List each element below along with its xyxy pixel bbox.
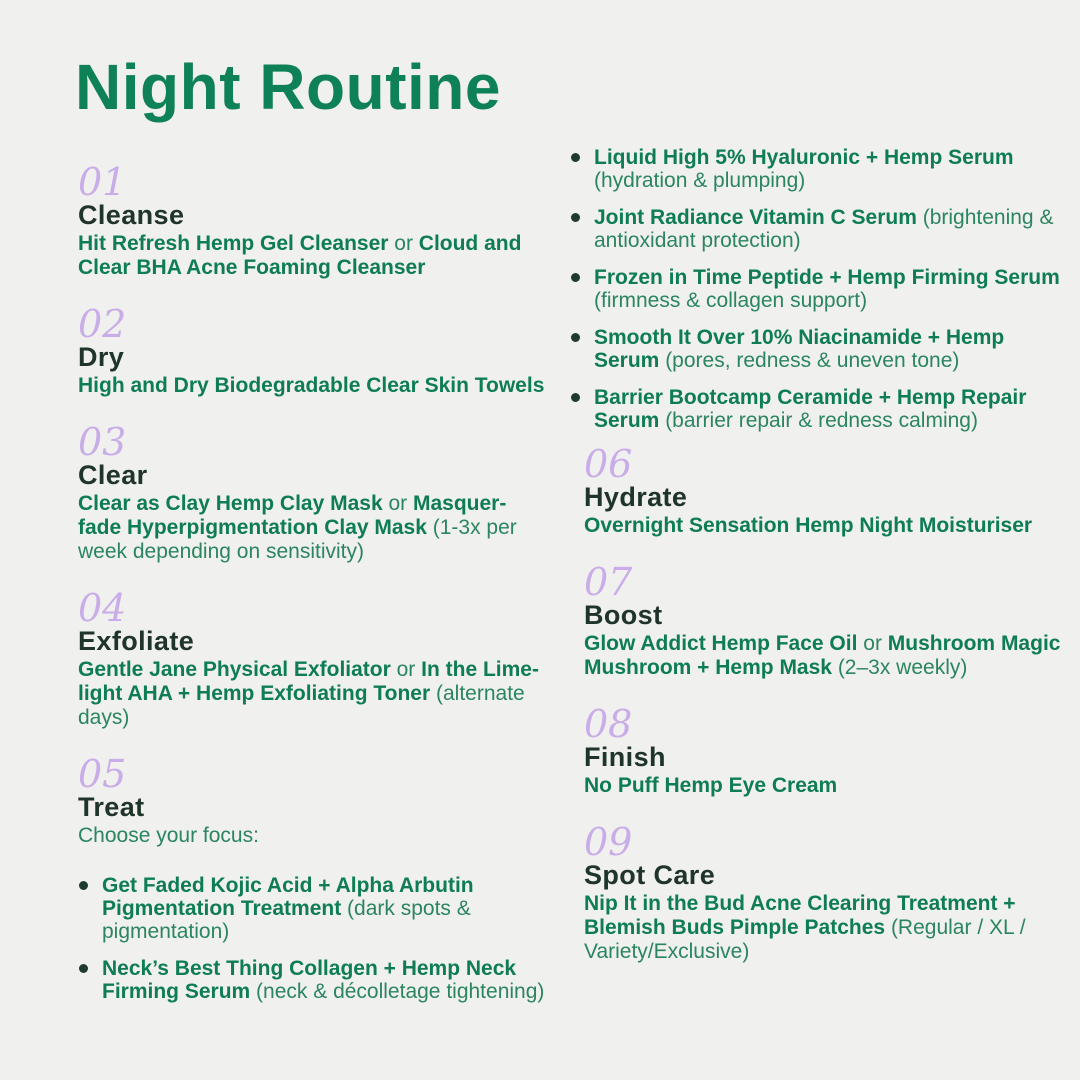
note-text: (barrier repair & redness calming) <box>659 409 978 432</box>
step-body <box>78 492 548 564</box>
bullet-dot-icon <box>79 881 88 890</box>
note-text: (firmness & collagen support) <box>594 289 868 312</box>
product-name: High and Dry Biodegradable Clear Skin Towels <box>78 374 545 397</box>
bullet-dot-icon <box>571 393 580 402</box>
product-name: Masquer-fade Hyperpigmentation Clay Mask <box>78 492 507 539</box>
note-text: or <box>382 492 413 515</box>
page-title: Night Routine <box>75 51 501 123</box>
product-name: Cloud and Clear BHA Acne Foaming Cleanser <box>78 232 522 279</box>
step-number: 02 <box>78 302 127 346</box>
bullet-item <box>570 206 1062 252</box>
product-bullet-list <box>78 874 548 1003</box>
step-body <box>584 892 1062 964</box>
product-name: Glow Addict Hemp Face Oil <box>584 632 858 655</box>
bullet-dot-icon <box>571 213 580 222</box>
note-text: (alternate days) <box>78 682 525 729</box>
bullet-item <box>570 266 1062 312</box>
step-body <box>78 232 548 280</box>
step-name: Exfoliate <box>78 626 195 656</box>
step-boost <box>584 560 1062 680</box>
product-name: Get Faded Kojic Acid + Alpha Arbutin Pigmentation Treatment <box>102 874 474 920</box>
note-text: (neck & décolletage tightening) <box>250 980 545 1003</box>
bullet-dot-icon <box>571 333 580 342</box>
product-name: Barrier Bootcamp Ceramide + Hemp Repair Serum <box>594 386 1027 432</box>
product-name: Clear as Clay Hemp Clay Mask <box>78 492 383 515</box>
note-text: (hydration & plumping) <box>594 169 806 192</box>
bullet-item <box>570 326 1062 372</box>
step-name: Treat <box>78 792 145 822</box>
note-text: (brightening & antioxidant protection) <box>594 206 1054 252</box>
step-cleanse <box>78 160 548 280</box>
step-body <box>584 514 1062 538</box>
product-name: Liquid High 5% Hyaluronic + Hemp Serum <box>594 146 1014 169</box>
step-name: Hydrate <box>584 482 688 512</box>
step-number: 03 <box>78 420 127 464</box>
note-text: Choose your focus: <box>78 824 259 847</box>
step-clear <box>78 420 548 564</box>
product-name: Mushroom Magic Mushroom + Hemp Mask <box>584 632 1061 679</box>
product-name: Gentle Jane Physical Exfoliator <box>78 658 391 681</box>
step-number: 05 <box>78 752 127 796</box>
note-text: or <box>390 658 422 681</box>
bullet-dot-icon <box>571 153 580 162</box>
step-number: 07 <box>584 560 633 604</box>
product-name: Frozen in Time Peptide + Hemp Firming Serum <box>594 266 1060 289</box>
product-name: Hit Refresh Hemp Gel Cleanser <box>78 232 389 255</box>
note-text: (2–3x weekly) <box>831 656 968 679</box>
step-body <box>584 632 1062 680</box>
step-body <box>78 824 548 848</box>
step-body <box>78 658 548 730</box>
step-dry <box>78 302 548 398</box>
note-text: or <box>857 632 888 655</box>
note-text: or <box>388 232 419 255</box>
product-name: Smooth It Over 10% Niacinamide + Hemp Serum <box>594 326 1005 372</box>
bullet-item <box>570 386 1062 432</box>
step-name: Spot Care <box>584 860 716 890</box>
step-finish <box>584 702 1062 798</box>
product-name: Nip It in the Bud Acne Clearing Treatment + Blemish Buds Pimple Patches <box>584 892 1016 939</box>
product-name: Overnight Sensation Hemp Night Moisturiser <box>584 514 1033 537</box>
bullet-item <box>570 146 1062 192</box>
step-number: 04 <box>78 586 127 630</box>
bullet-dot-icon <box>571 273 580 282</box>
step-body <box>584 774 1062 798</box>
note-text: (pores, redness & uneven tone) <box>659 349 960 372</box>
step-treat <box>78 752 548 848</box>
step-name: Cleanse <box>78 200 185 230</box>
note-text: (dark spots & pigmentation) <box>102 897 471 943</box>
step-body <box>78 374 548 398</box>
step-number: 01 <box>78 160 127 204</box>
bullet-item <box>78 957 548 1003</box>
step-name: Boost <box>584 600 663 630</box>
product-name: In the Lime-light AHA + Hemp Exfoliating Toner <box>78 658 539 705</box>
step-exfoliate <box>78 586 548 730</box>
step-name: Dry <box>78 342 125 372</box>
left-column <box>78 160 548 1017</box>
step-spot-care <box>584 820 1062 964</box>
bullet-item <box>78 874 548 943</box>
note-text: (1-3x per week depending on sensitivity) <box>78 516 517 563</box>
step-hydrate <box>584 442 1062 538</box>
step-number: 09 <box>584 820 633 864</box>
product-name: Joint Radiance Vitamin C Serum <box>594 206 917 229</box>
step-name: Finish <box>584 742 666 772</box>
product-bullet-list <box>570 146 1062 432</box>
step-number: 06 <box>584 442 633 486</box>
product-name: Neck’s Best Thing Collagen + Hemp Neck Firming Serum <box>102 957 517 1003</box>
product-name: No Puff Hemp Eye Cream <box>584 774 838 797</box>
note-text: (Regular / XL / Variety/Exclusive) <box>584 916 1026 963</box>
right-column <box>570 140 1062 990</box>
step-name: Clear <box>78 460 148 490</box>
step-number: 08 <box>584 702 633 746</box>
bullet-dot-icon <box>79 964 88 973</box>
